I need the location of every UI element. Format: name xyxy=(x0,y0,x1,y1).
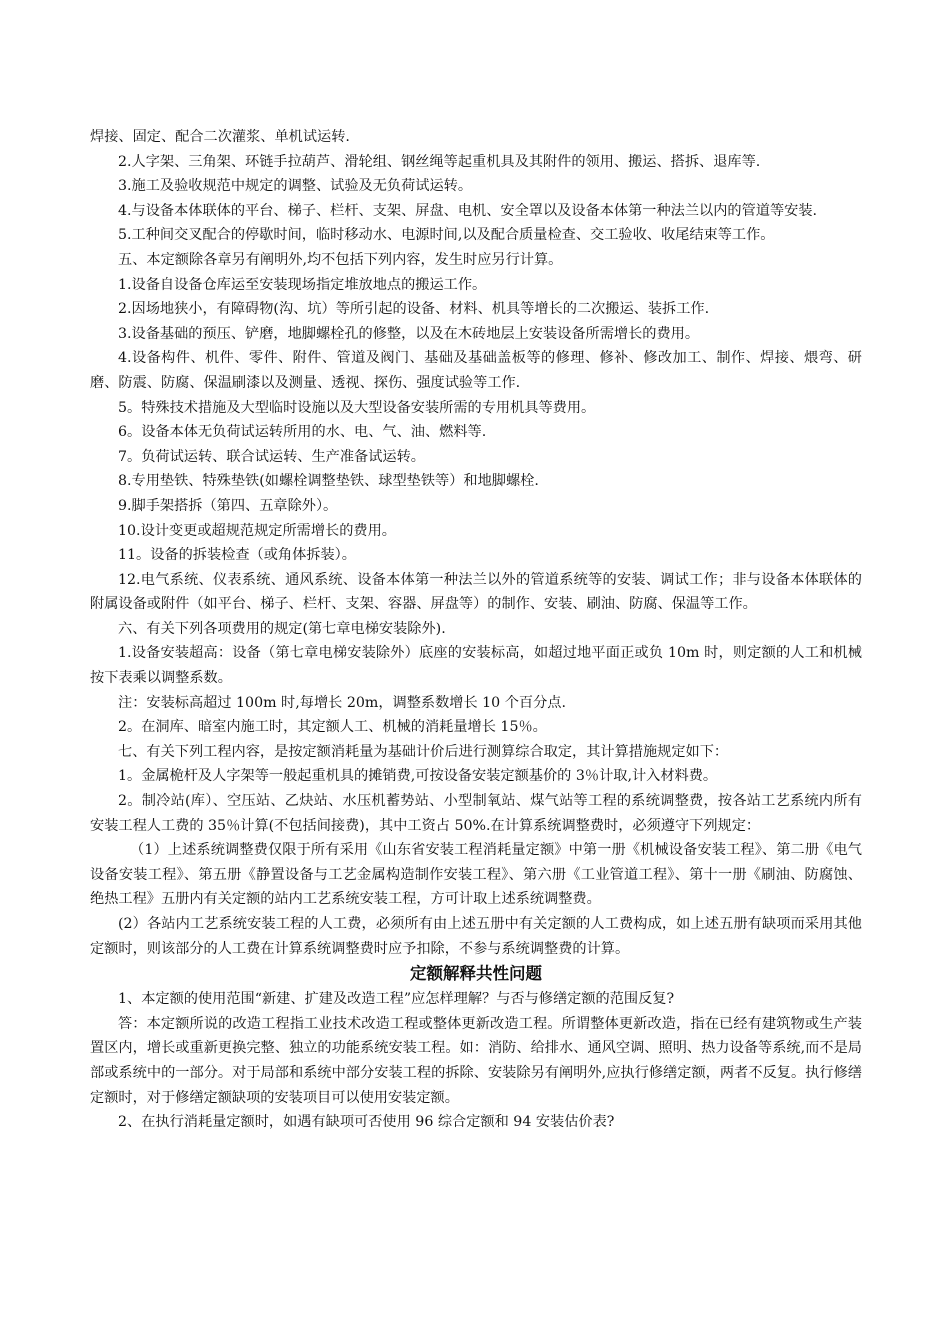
paragraph: 6。设备本体无负荷试运转所用的水、电、气、油、燃料等. xyxy=(118,424,487,441)
note-paragraph: 注：安装标高超过 100m 时,每增长 20m，调整系数增长 10 个百分点. xyxy=(118,694,566,711)
paragraph: 3.施工及验收规范中规定的调整、试验及无负荷试运转。 xyxy=(118,178,473,195)
paragraph: 9.脚手架搭拆（第四、五章除外）。 xyxy=(118,497,338,514)
paragraph: (2）各站内工艺系统安装工程的人工费，必须所有由上述五册中有关定额的人工费构成，如上述五册有缺项而采用其他定额时，则该部分的人工费在计算系统调整费时应予扣除，不参与系统调整费的计算。 xyxy=(90,916,862,957)
paragraph: 3.设备基础的预压、铲磨，地脚螺栓孔的修整，以及在木砖地层上安装设备所需增长的费用。 xyxy=(118,325,700,342)
paragraph: 2.人字架、三角架、环链手拉葫芦、滑轮组、钢丝绳等起重机具及其附件的领用、搬运、搭拆、退库等. xyxy=(118,153,761,170)
question-paragraph: 2、在执行消耗量定额时，如遇有缺项可否使用 96 综合定额和 94 安装估价表? xyxy=(118,1114,615,1131)
paragraph: 11。设备的拆装检查（或角体拆装）。 xyxy=(118,547,356,564)
paragraph: 1。金属桅杆及人字架等一般起重机具的摊销费,可按设备安装定额基价的 3％计取,计入材料费。 xyxy=(118,768,718,785)
document-page xyxy=(90,125,862,1135)
paragraph: 5。特殊技术措施及大型临时设施以及大型设备安装所需的专用机具等费用。 xyxy=(118,399,596,416)
answer-paragraph: 答：本定额所说的改造工程指工业技术改造工程或整体更新改造工程。所谓整体更新改造，指在已经有建筑物或生产装置区内，增长或重新更换完整、独立的功能系统安装工程。如：消防、给排水、通风空调、照明、热力设备等系统,而不是局部或系统中的一部分。对于局部和系统中部分安装工程的拆除、安装除另有阐明外,应执行修缮定额，两者不反复。执行修缮定额时，对于修缮定额缺项的安装项目可以使用安装定额。 xyxy=(90,1015,862,1106)
paragraph: 2。在洞库、暗室内施工时，其定额人工、机械的消耗量增长 15％。 xyxy=(118,719,547,736)
section-paragraph: 五、本定额除各章另有阐明外,均不包括下列内容，发生时应另行计算。 xyxy=(118,251,563,268)
paragraph: 焊接、固定、配合二次灌浆、单机试运转. xyxy=(90,129,350,145)
section-paragraph: 七、有关下列工程内容，是按定额消耗量为基础计价后进行测算综合取定，其计算措施规定如下： xyxy=(118,743,729,760)
paragraph: 8.专用垫铁、特殊垫铁(如螺栓调整垫铁、球型垫铁等）和地脚螺栓. xyxy=(118,473,539,490)
question-paragraph: 1、本定额的使用范围“新建、扩建及改造工程”应怎样理解？与否与修缮定额的范围反复? xyxy=(118,991,675,1008)
paragraph: 1.设备安装超高：设备（第七章电梯安装除外）底座的安装标高，如超过地平面正或负 10m 时，则定额的人工和机械按下表乘以调整系数。 xyxy=(90,645,862,687)
paragraph: 7。负荷试运转、联合试运转、生产准备试运转。 xyxy=(118,448,425,465)
paragraph: 4.与设备本体联体的平台、梯子、栏杆、支架、屏盘、电机、安全罩以及设备本体第一种法兰以内的管道等安装. xyxy=(118,202,818,219)
paragraph: 10.设计变更或超规范规定所需增长的费用。 xyxy=(118,522,396,539)
paragraph: 5.工种间交叉配合的停歇时间，临时移动水、电源时间,以及配合质量检查、交工验收、收尾结束等工作。 xyxy=(118,227,775,244)
paragraph: 4.设备构件、机件、零件、附件、管道及阀门、基础及基础盖板等的修理、修补、修改加工、制作、焊接、煨弯、研磨、防震、防腐、保温刷漆以及测量、透视、探伤、强度试验等工作. xyxy=(90,350,862,391)
paragraph: 2.因场地狭小，有障碍物(沟、坑）等所引起的设备、材料、机具等增长的二次搬运、装拆工作. xyxy=(118,301,710,318)
paragraph: 1.设备自设备仓库运至安装现场指定堆放地点的搬运工作。 xyxy=(118,276,487,293)
paragraph: 12.电气系统、仪表系统、通风系统、设备本体第一种法兰以外的管道系统等的安装、调试工作；非与设备本体联体的附属设备或附件（如平台、梯子、栏杆、支架、容器、屏盘等）的制作、安装、刷油、防腐、保温等工作。 xyxy=(90,571,862,613)
paragraph: （1）上述系统调整费仅限于所有采用《山东省安装工程消耗量定额》中第一册《机械设备安装工程》、第二册《电气设备安装工程》、第五册《静置设备与工艺金属构造制作安装工程》、第六册《工业管道工程》、第十一册《刷油、防腐蚀、绝热工程》五册内有关定额的站内工艺系统安装工程，方可计取上述系统调整费。 xyxy=(90,842,862,908)
section-heading: 定额解释共性问题 xyxy=(410,964,542,984)
paragraph: 2。制冷站(库）、空压站、乙炔站、水压机蓄势站、小型制氧站、煤气站等工程的系统调整费，按各站工艺系统内所有安装工程人工费的 35％计算(不包括间接费)，其中工资占 50%.在计算系统调整费时，必须遵守下列规定： xyxy=(90,793,862,834)
section-paragraph: 六、有关下列各项费用的规定(第七章电梯安装除外). xyxy=(118,620,446,637)
